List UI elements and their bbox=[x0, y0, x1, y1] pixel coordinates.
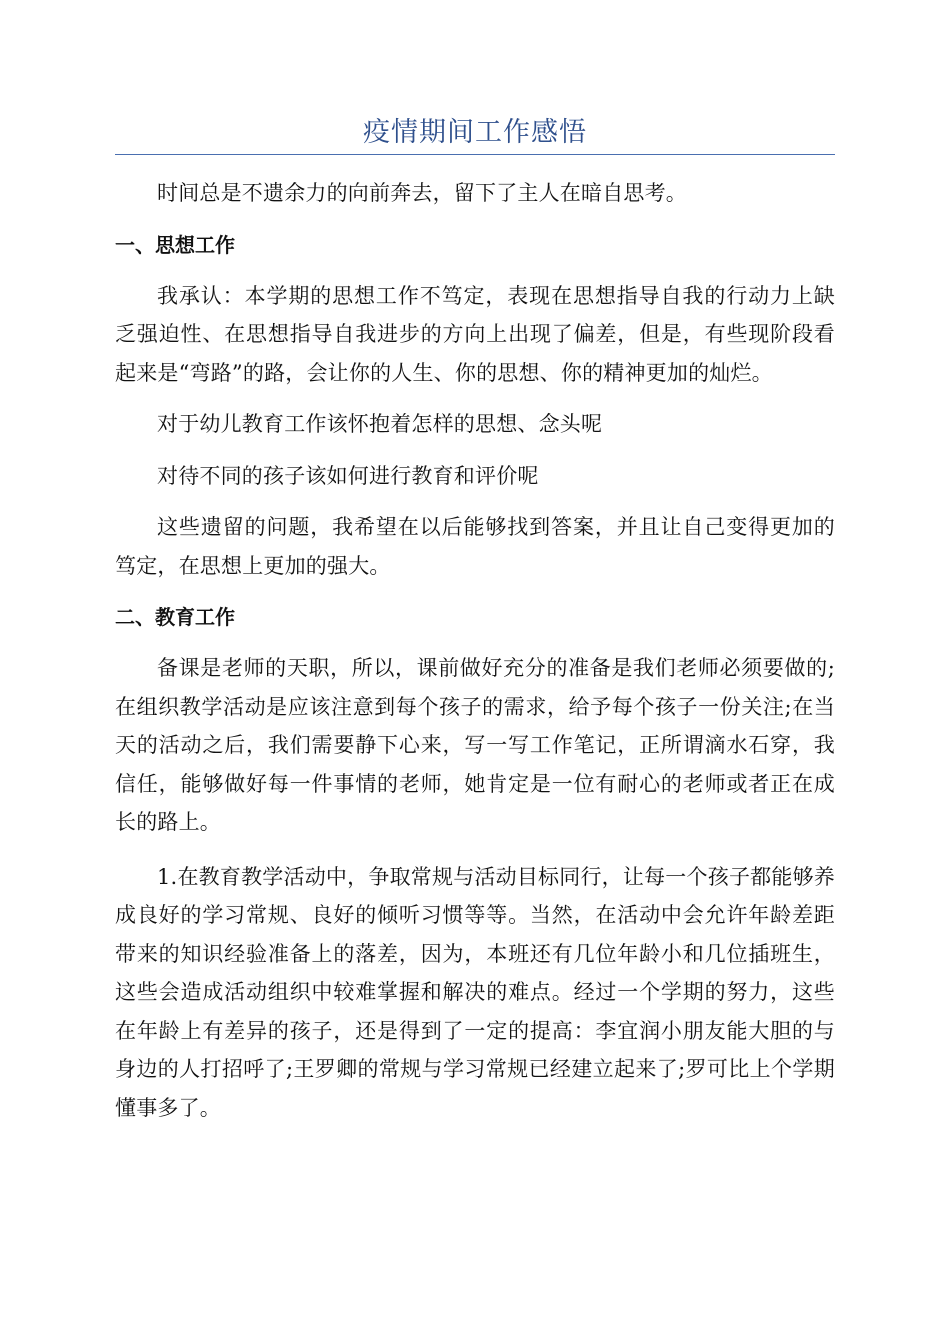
document-title: 疫情期间工作感悟 bbox=[363, 117, 587, 148]
body-paragraph: 这些遗留的问题，我希望在以后能够找到答案，并且让自己变得更加的笃定，在思想上更加的强大。 bbox=[115, 515, 835, 578]
section-heading-thought-work: 一、思想工作 bbox=[115, 232, 235, 257]
body-paragraph: 对于幼儿教育工作该怀抱着怎样的思想、念头呢 bbox=[157, 412, 603, 436]
body-paragraph: 对待不同的孩子该如何进行教育和评价呢 bbox=[157, 463, 539, 488]
intro-paragraph: 时间总是不遗余力的向前奔去，留下了主人在暗自思考。 bbox=[157, 181, 687, 205]
document-body bbox=[115, 174, 835, 1127]
section-heading-education-work: 二、教育工作 bbox=[115, 605, 235, 629]
body-paragraph: 1.在教育教学活动中，争取常规与活动目标同行，让每一个孩子都能够养成良好的学习常规、良好的倾听习惯等等。当然，在活动中会允许年龄差距带来的知识经验准备上的落差，因为，本班还有几位年龄小和几位插班生，这些会造成活动组织中较难掌握和解决的难点。经过一个学期的努力，这些在年龄上有差异的孩子，还是得到了一定的提高：李宜润小朋友能大胆的与身边的人打招呼了;王罗卿的常规与学习常规已经建立起来了;罗可比上个学期懂事多了。 bbox=[115, 864, 835, 1120]
body-paragraph: 备课是老师的天职，所以，课前做好充分的准备是我们老师必须要做的;在组织教学活动是应该注意到每个孩子的需求，给予每个孩子一份关注;在当天的活动之后，我们需要静下心来，写一写工作笔记，正所谓滴水石穿，我信任，能够做好每一件事情的老师，她肯定是一位有耐心的老师或者正在成长的路上。 bbox=[115, 656, 835, 834]
title-underline bbox=[115, 154, 835, 155]
body-paragraph: 我承认：本学期的思想工作不笃定，表现在思想指导自我的行动力上缺乏强迫性、在思想指导自我进步的方向上出现了偏差，但是，有些现阶段看起来是“弯路”的路，会让你的人生、你的思想、你的精神更加的灿烂。 bbox=[115, 283, 835, 385]
